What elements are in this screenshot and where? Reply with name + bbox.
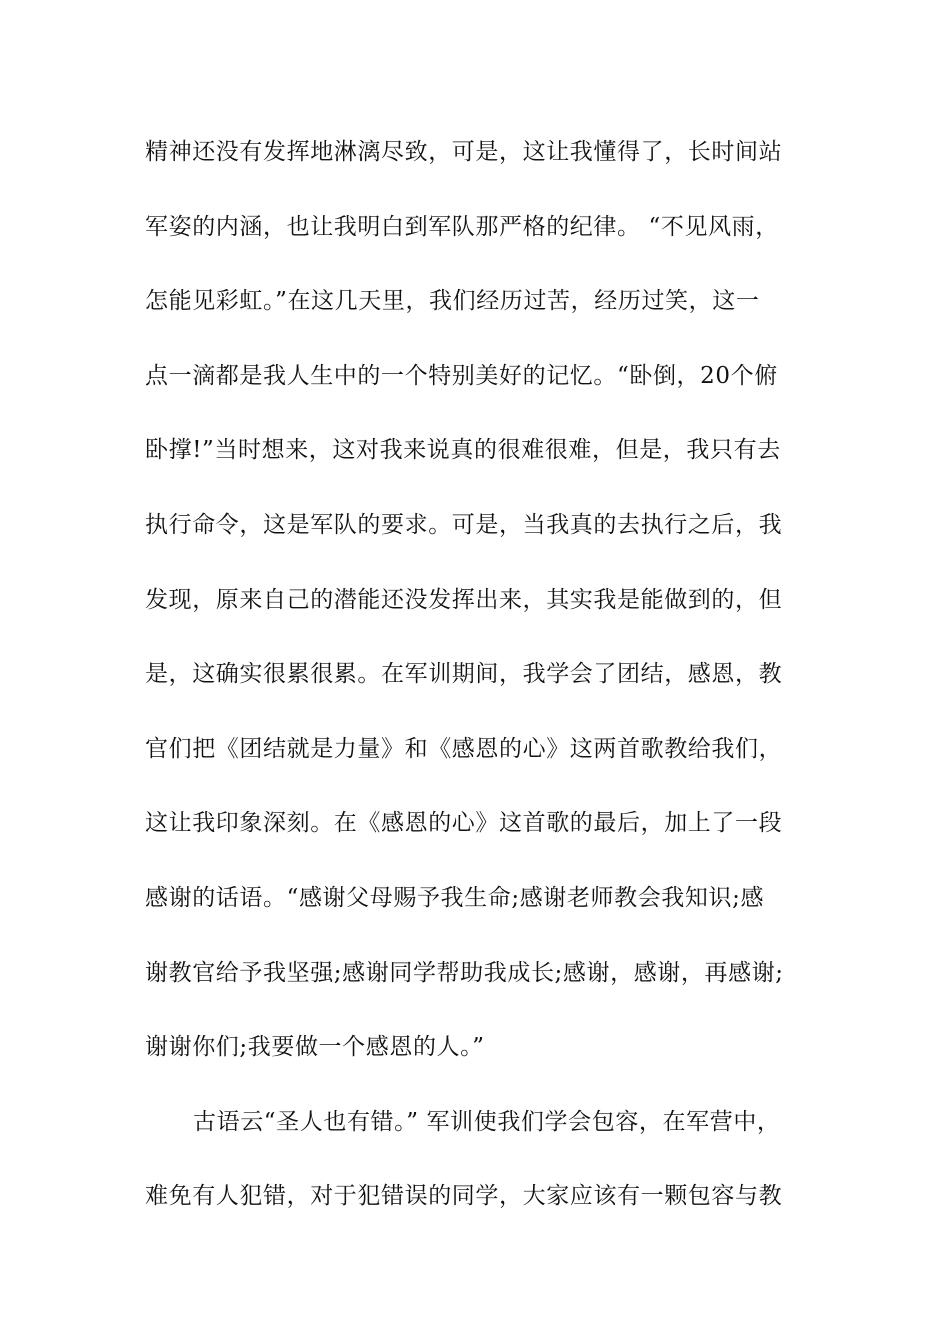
text-line: 是，这确实很累很累。在军训期间，我学会了团结，感恩，教 [145, 661, 783, 688]
text-line: 难免有人犯错，对于犯错误的同学，大家应该有一颗包容与教 [145, 1183, 783, 1210]
text-line: 谢谢你们;我要做一个感恩的人。” [145, 1034, 485, 1061]
text-line: 感谢的话语。“感谢父母赐予我生命;感谢老师教会我知识;感 [145, 884, 765, 911]
text-line: 军姿的内涵，也让我明白到军队那严格的纪律。 “不见风雨， [145, 213, 779, 240]
text-line: 点一滴都是我人生中的一个特别美好的记忆。“卧倒，20个俯 [145, 362, 778, 389]
text-line: 官们把《团结就是力量》和《感恩的心》这两首歌教给我们， [145, 735, 783, 762]
text-line: 这让我印象深刻。在《感恩的心》这首歌的最后，加上了一段 [145, 810, 783, 837]
text-line: 发现，原来自己的潜能还没发挥出来，其实我是能做到的，但 [145, 586, 783, 613]
text-line: 谢教官给予我坚强;感谢同学帮助我成长;感谢，感谢，再感谢; [145, 959, 784, 986]
body-text [145, 130, 825, 1249]
text-line: 执行命令，这是军队的要求。可是，当我真的去执行之后，我 [145, 511, 783, 538]
text-line: 怎能见彩虹。”在这几天里，我们经历过苦，经历过笑，这一 [145, 288, 760, 315]
text-line: 精神还没有发挥地淋漓尽致，可是，这让我懂得了，长时间站 [145, 139, 783, 165]
text-line: 卧撑!”当时想来，这对我来说真的很难很难，但是，我只有去 [145, 437, 781, 464]
paragraph-start-line: 古语云“圣人也有错。” 军训使我们学会包容，在军营中， [193, 1108, 781, 1135]
